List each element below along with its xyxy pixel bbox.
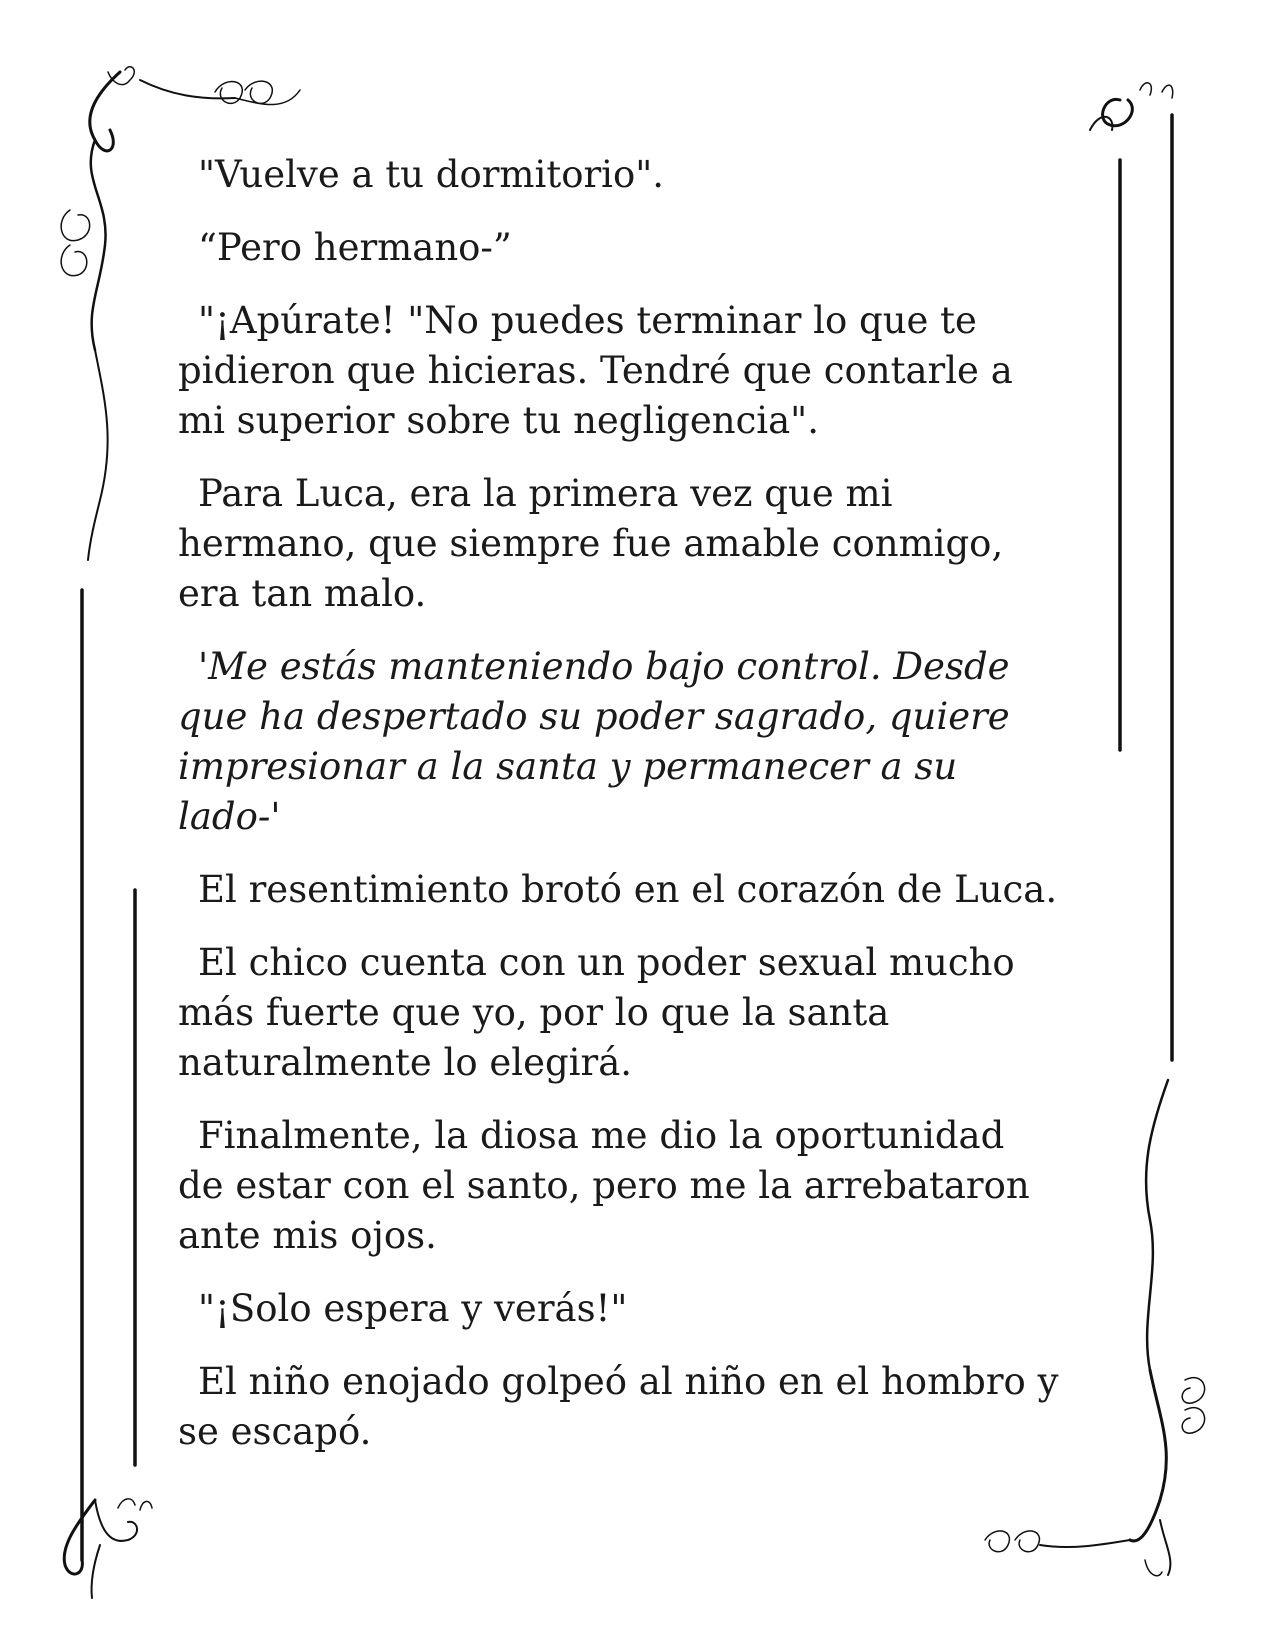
paragraph-7: El chico cuenta con un poder sexual mucho más fuerte que yo, por lo que la santa naturalmente lo elegirá.	[178, 941, 1015, 1084]
story-text	[178, 150, 1078, 1480]
top-right-flourish	[1090, 83, 1173, 1060]
bottom-left-flourish	[64, 1499, 152, 1598]
paragraph-6: El resentimiento brotó en el corazón de Luca.	[198, 868, 1058, 911]
paragraph-5-thought: 'Me estás manteniendo bajo control. Desde que ha despertado su poder sagrado, quiere impresionar a la santa y permanecer a su lado-'	[178, 645, 1010, 838]
paragraph-2: “Pero hermano-”	[198, 226, 512, 269]
paragraph-8: Finalmente, la diosa me dio la oportunidad de estar con el santo, pero me la arrebataron ante mis ojos.	[178, 1114, 1030, 1257]
paragraph-1: "Vuelve a tu dormitorio".	[198, 153, 665, 196]
paragraph-9: "¡Solo espera y verás!"	[198, 1287, 628, 1330]
paragraph-3: "¡Apúrate! "No puedes terminar lo que te pidieron que hicieras. Tendré que contarle a mi superior sobre tu negligencia".	[178, 299, 1013, 442]
paragraph-10: El niño enojado golpeó al niño en el hombro y se escapó.	[178, 1360, 1059, 1453]
paragraph-4: Para Luca, era la primera vez que mi hermano, que siempre fue amable conmigo, era tan malo.	[178, 472, 1004, 615]
